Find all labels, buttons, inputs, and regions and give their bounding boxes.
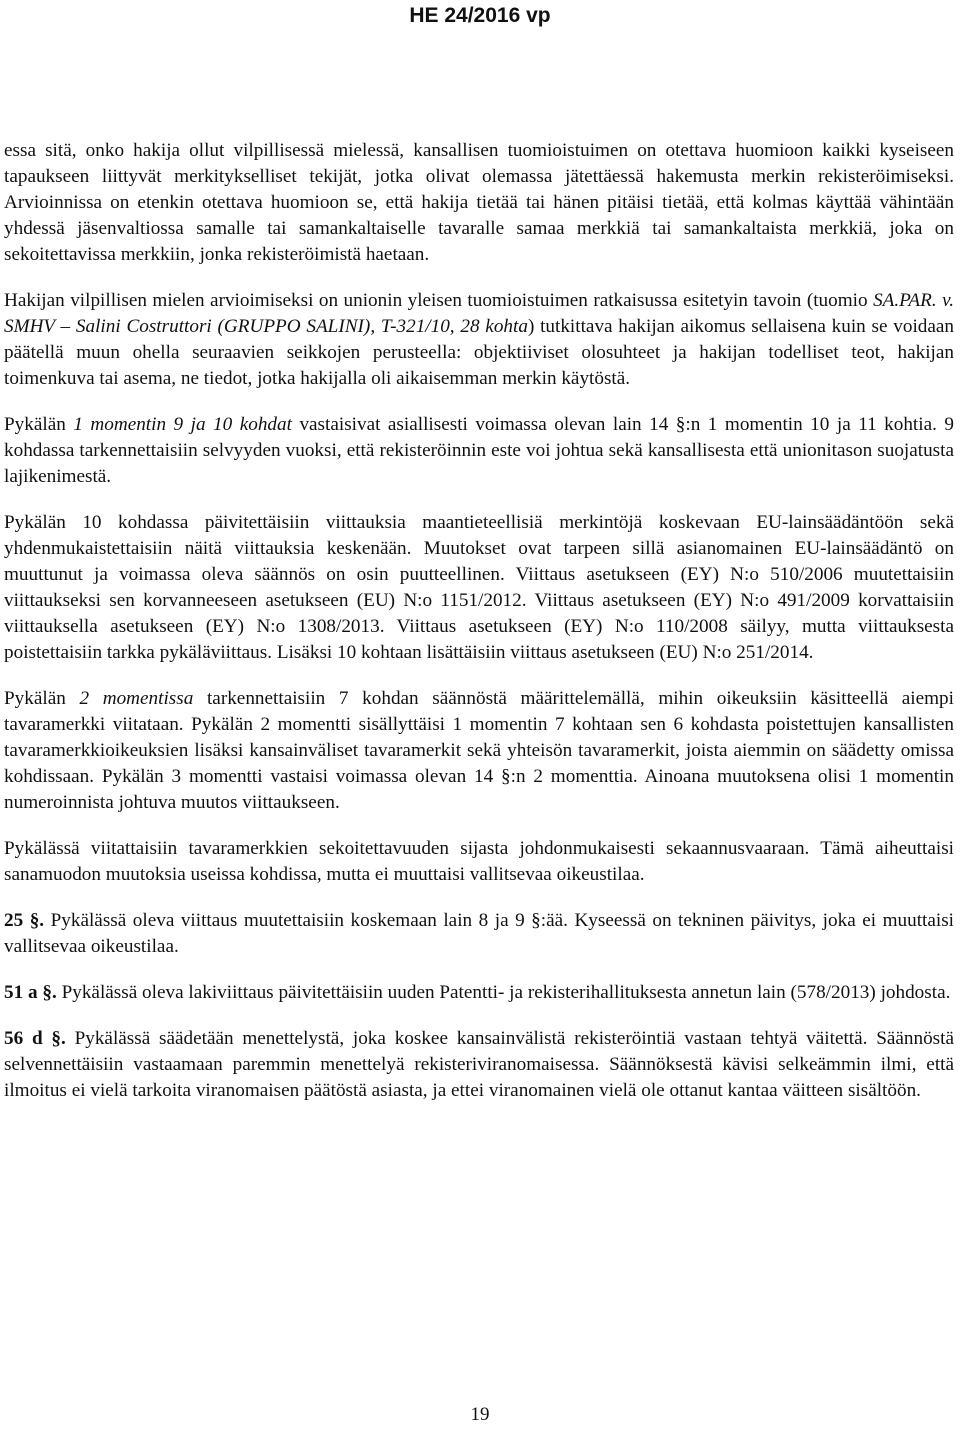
paragraph-8	[4, 980, 954, 1006]
paragraph-4	[4, 510, 954, 666]
document-id: HE 24/2016 vp	[409, 4, 551, 27]
paragraph-6-text: Pykälässä viitattaisiin tavaramerkkien sekoitettavuuden sijasta johdonmukaisesti sekaannusvaaraan. Tämä aiheuttaisi sanamuodon muutoksia useissa kohdissa, mutta ei muuttaisi vallitsevaa oikeustilaa.	[4, 838, 954, 885]
case-citation: SA.PAR. v. SMHV – Salini Costruttori (GRUPPO SALINI), T-321/10, 28 kohta	[4, 290, 954, 337]
page-number: 19	[470, 1404, 490, 1425]
paragraph-3-italic: 1 momentin 9 ja 10 kohdat	[73, 414, 292, 435]
paragraph-8-text: Pykälässä oleva lakiviittaus päivitettäisiin uuden Patentti- ja rekisterihallituksesta annetun lain (578/2013) johdosta.	[56, 982, 951, 1003]
paragraph-5	[4, 686, 954, 816]
paragraph-1-text: essa sitä, onko hakija ollut vilpillisessä mielessä, kansallisen tuomioistuimen on otettava huomioon kaikki kyseiseen tapaukseen liittyvät merkitykselliset tekijät, jotka olivat olemassa jätettäessä hakemusta merkin rekisteröimiseksi. Arvioinnissa on etenkin otettava huomioon se, että hakija tietää tai hänen pitäisi tietää, että kolmas käyttää vähintään yhdessä jäsenvaltiossa samalle tai samankaltaiselle tavaralle samaa merkkiä tai samankaltaista merkkiä, joka on sekoitettavissa merkkiin, jonka rekisteröimistä haetaan.	[4, 140, 954, 265]
paragraph-2-text-a: Hakijan vilpillisen mielen arvioimiseksi on unionin yleisen tuomioistuimen ratkaisussa esitetyin tavoin (tuomio	[4, 290, 874, 311]
paragraph-6	[4, 836, 954, 888]
document-header	[0, 4, 960, 28]
paragraph-5-text-a: Pykälän	[4, 688, 80, 709]
paragraph-2	[4, 288, 954, 392]
page-footer	[0, 1404, 960, 1426]
body-text	[4, 138, 954, 1124]
section-heading-25: 25 §.	[4, 910, 45, 931]
paragraph-1	[4, 138, 954, 268]
section-heading-56d: 56 d §.	[4, 1028, 66, 1049]
paragraph-4-text: Pykälän 10 kohdassa päivitettäisiin viittauksia maantieteellisiä merkintöjä koskevaan EU-lainsäädäntöön sekä yhdenmukaistettaisiin näitä viittauksia keskenään. Muutokset ovat tarpeen sillä asianomainen EU-lainsäädäntö on muuttunut ja voimassa oleva säännös on osin puutteellinen. Viittaus asetukseen (EY) N:o 510/2006 muutettaisiin viittaukseksi sen korvanneeseen asetukseen (EU) N:o 1151/2012. Viittaus asetukseen (EY) N:o 491/2009 korvattaisiin viittauksella asetukseen (EY) N:o 1308/2013. Viittaus asetukseen (EY) N:o 110/2008 säilyy, mutta viittauksesta poistettaisiin tarkka pykäläviittaus. Lisäksi 10 kohtaan lisättäisiin viittaus asetukseen (EU) N:o 251/2014.	[4, 512, 954, 663]
paragraph-3	[4, 412, 954, 490]
paragraph-2-text-c: ) tutkittava hakijan aikomus sellaisena kuin se voidaan päätellä muun ohella seuraavien seikkojen perusteella: objektiiviset olosuhteet ja hakijan todelliset teot, hakijan toimenkuva tai asema, ne tiedot, jotka hakijalla oli aikaisemman merkin käytöstä.	[4, 316, 954, 389]
paragraph-3-text-c: vastaisivat asiallisesti voimassa olevan lain 14 §:n 1 momentin 10 ja 11 kohtia. 9 kohdassa tarkennettaisiin selvyyden vuoksi, että rekisteröinnin este voi johtua sekä kansallisesta että unionitason suojatusta lajikenimestä.	[4, 414, 954, 487]
paragraph-3-text-a: Pykälän	[4, 414, 74, 435]
paragraph-7	[4, 908, 954, 960]
section-heading-51a: 51 a §.	[4, 982, 57, 1003]
paragraph-5-italic: 2 momentissa	[79, 688, 194, 709]
paragraph-9	[4, 1026, 954, 1104]
paragraph-7-text: Pykälässä oleva viittaus muutettaisiin koskemaan lain 8 ja 9 §:ää. Kyseessä on tekninen päivitys, joka ei muuttaisi vallitsevaa oikeustilaa.	[4, 910, 954, 957]
paragraph-9-text: Pykälässä säädetään menettelystä, joka koskee kansainvälistä rekisteröintiä vastaan tehtyä väitettä. Säännöstä selvennettäisiin vastaamaan paremmin menettelyä rekisteriviranomaisessa. Säännöksestä kävisi selkeämmin ilmi, että ilmoitus ei vielä tarkoita viranomaisen päätöstä asiasta, ja ettei viranomainen vielä ole ottanut kantaa väitteen sisältöön.	[4, 1028, 954, 1101]
paragraph-5-text-c: tarkennettaisiin 7 kohdan säännöstä määrittelemällä, mihin oikeuksiin käsitteellä aiempi tavaramerkki viitataan. Pykälän 2 momentti sisällyttäisi 1 momentin 7 kohtaan sen 6 kohdasta poistettujen kansallisten tavaramerkkioikeuksien lisäksi kansainväliset tavaramerkit sekä yhteisön tavaramerkit, joista aiemmin on säädetty omissa kohdissaan. Pykälän 3 momentti vastaisi voimassa olevan 14 §:n 2 momenttia. Ainoana muutoksena olisi 1 momentin numeroinnista johtuva muutos viittaukseen.	[4, 688, 954, 813]
